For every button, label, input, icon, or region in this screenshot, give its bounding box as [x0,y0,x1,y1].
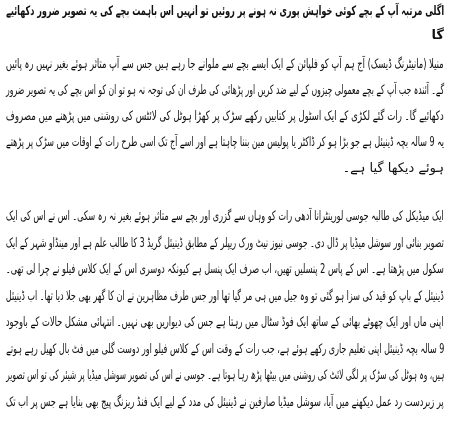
paragraph-line [6,257,444,284]
article-paragraph-2 [6,204,444,416]
headline-line-text: گا [431,28,444,43]
paragraph-line-text: یہ 9 سالہ بچہ ڈینیئل ہے جو بڑا ہو کر ڈاکٹر یا پولیس مین بننا چاہتا ہے اور اسے آج تک اسی طرح رات کے اوقات میں سڑک پر پڑھتے [5,135,444,150]
paragraph-line [6,204,444,231]
paragraph-line [6,130,444,156]
paragraph-line-text: تصویر بنائی اور سوشل میڈیا پر ڈال دی۔ جوسی نیوز نیٹ ورک ریپلر کے مطابق ڈینیئل گریڈ 3 کا طالب علم ہے اور مینڈاو شہر کے ایک [6,235,444,251]
paragraph-line-text: ہیں، وہ ہوٹل کی سڑک پر لگی لائٹ کی روشنی میں بیٹھا پڑھ رہا ہوتا ہے۔ جوسی نے اس کی تصویر سوشل میڈیا پر شیئر کی تو اس تصویر [5,368,444,383]
headline-line [6,24,444,48]
paragraph-line [6,52,444,78]
paragraph-line [6,363,444,390]
paragraph-line-text: گے۔ آئندہ جب آپ کے بچے معمولی چیزوں کے لیے ضد کریں اور پڑھائی کی طرف ان کی توجہ نہ ہو تو ان کو اس بچے کی یہ تصویر ضرور [5,83,444,98]
headline-line-text: اگلی مرتبہ آپ کے بچے کوئی خواہش پوری نہ ہونے پر روئیں تو انہیں اس باہمت بچے کی یہ تصویر ضرور دکھائیے [5,4,444,19]
headline-line [6,0,444,24]
paragraph-line [6,284,444,311]
paragraph-line-text: پر زبردست رد عمل دیکھنے میں آیا، سوشل میڈیا صارفین نے ڈینیئل کی مدد کے لیے ایک فنڈ ریزنگ پیج بھی بنایا ہے جس پر اب تک [6,394,444,410]
paragraph-line [6,156,444,182]
paragraph-line [6,231,444,258]
paragraph-line [6,104,444,130]
paragraph-line [6,390,444,417]
paragraph-line [6,337,444,364]
paragraph-line-text: ہوئے دیکھا گیا ہے۔ [342,161,444,176]
paragraph-line [6,310,444,337]
paragraph-line-text: منیلا (مانیٹرنگ ڈیسک) آج ہم آپ کو فلپائن کے ایک ایسے بچے سے ملوانے جا رہے ہیں جس سے آپ متاثر ہوئے بغیر نہیں رہ پائیں [6,57,444,72]
article-headline [6,0,444,48]
paragraph-line [6,78,444,104]
paragraph-line-text: سکول میں پڑھتا ہے۔ اس کے پاس 2 پنسلیں تھیں، اب صرف ایک پنسل ہے کیونکہ دوسری اس کے ایک کلاس فیلو نے چرا لی تھی۔ [6,262,444,277]
paragraph-line-text: دکھائیے گا۔ رات گئے لکڑی کے ایک اسٹول پر کتابیں رکھے سڑک پر کھڑا ہوٹل کی لائٹس کی روشنی میں پڑھنے میں مصروف [6,109,444,124]
article-paragraph-1 [6,52,444,182]
paragraph-line-text: اپنی ماں اور ایک چھوٹے بھائی کے ساتھ ایک فوڈ سٹال میں رہتا ہے جس کی دیواریں بھی نہیں۔ انتہائی مشکل حالات کے باوجود [6,315,444,330]
paragraph-line-text: ڈینیئل کے باپ کو قید کی سزا ہو گئی تو وہ جیل میں ہی مر گیا تھا اور جس طرف مظاہرین نے ان کا گھر بھی جلا دیا تھا۔ اب ڈینیئل [6,288,444,304]
paragraph-line-text: 9 سالہ بچہ ڈینیئل اپنی تعلیم جاری رکھے ہوئے ہے، جب رات کے وقت اس کے کلاس فیلو اور دوست گلی میں فٹ بال کھیل رہے ہوتے [5,341,444,357]
paragraph-line-text: ایک میڈیکل کی طالبہ جوسی لورینٹرانا آدھی رات کو وہاں سے گزری اور بچے سے متاثر ہوئے بغیر نہ رہ سکی۔ اس نے اس کی ایک [6,209,444,224]
